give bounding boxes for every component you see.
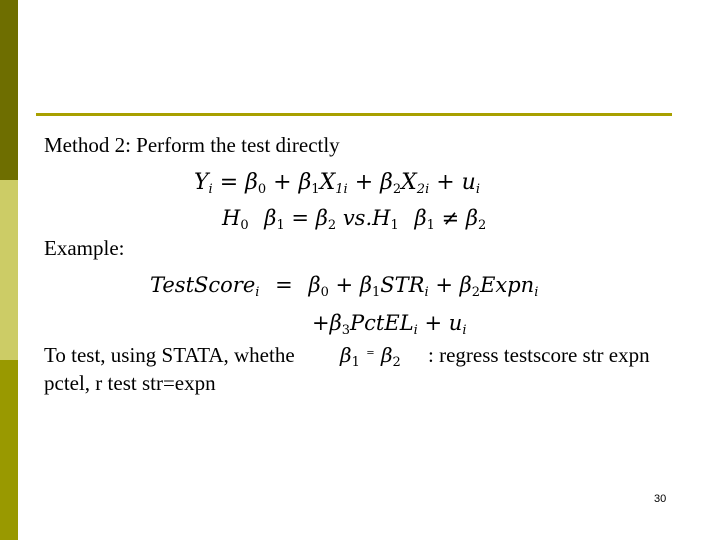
slide-heading: Method 2: Perform the test directly xyxy=(44,133,340,157)
example-label: Example: xyxy=(44,236,125,260)
sidebar-stripe xyxy=(0,0,18,540)
hypothesis-equation: $H_0$ $\beta_1 = \beta_2$ $vs.H_1$ $\beta_1 \ne \beta_2$ xyxy=(222,206,487,233)
page-number: 30 xyxy=(654,493,667,505)
stata-instruction-line2: pctel, r test str=expn xyxy=(44,371,216,395)
sidebar-segment-middle xyxy=(0,180,18,360)
stata-instruction-end: : regress testscore str expn xyxy=(428,343,650,367)
model-equation: $Y_i = \beta_0 + \beta_1X_{1i} + \beta_2X_{2i} + u_i$ xyxy=(194,170,481,197)
sidebar-segment-top xyxy=(0,0,18,180)
example-equation-line2: $+\beta_3PctEL_i + u_i$ xyxy=(312,311,467,338)
example-equation-line1: TestScore$_i$ = $\beta_0 + \beta_1STR_i$ + $\beta_2Expn_i$ xyxy=(150,273,539,300)
sidebar-segment-bottom xyxy=(0,360,18,540)
inline-condition: $\beta_1$ = $\beta_2$ xyxy=(340,343,401,370)
stata-instruction-start: To test, using STATA, whethe xyxy=(44,343,295,367)
title-divider xyxy=(36,113,672,116)
